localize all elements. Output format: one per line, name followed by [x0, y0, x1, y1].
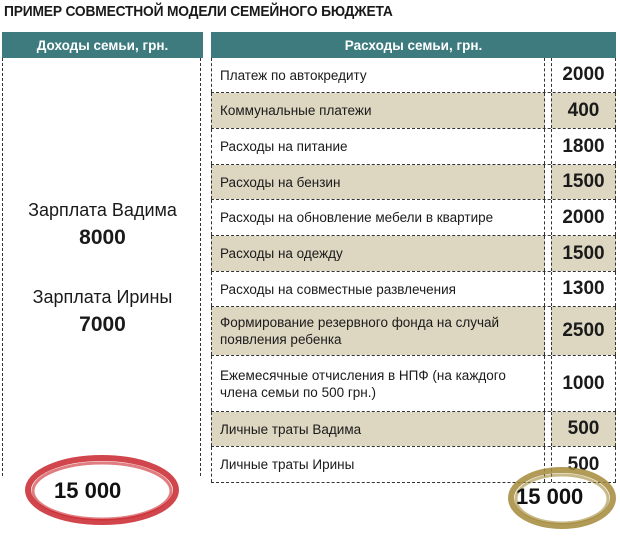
expense-row: [211, 129, 616, 165]
expense-row: [211, 272, 616, 307]
income-value: 8000: [79, 226, 126, 249]
expense-value: 1800: [551, 129, 616, 164]
expense-label: Личные траты Ирины: [211, 447, 545, 482]
expense-row: [211, 412, 616, 447]
expense-value: 1000: [551, 356, 616, 411]
expense-header: Расходы семьи, грн.: [211, 32, 616, 58]
expense-row: [211, 200, 616, 236]
income-header: Доходы семьи, грн.: [2, 32, 203, 58]
expense-row: [211, 307, 616, 356]
expense-row: [211, 236, 616, 272]
expense-value: 2500: [551, 307, 616, 355]
expense-value: 1300: [551, 272, 616, 306]
expense-value: 500: [551, 447, 616, 482]
income-name: Зарплата Вадима: [28, 200, 177, 220]
expense-value: 1500: [551, 165, 616, 199]
expense-row: [211, 58, 616, 93]
expense-value: 2000: [551, 200, 616, 235]
income-total: 15 000: [54, 478, 122, 503]
expense-label: Платеж по автокредиту: [211, 58, 545, 92]
expense-row: [211, 356, 616, 412]
expense-value: 400: [551, 93, 616, 128]
expense-label: Ежемесячные отчисления в НПФ (на каждого члена семьи по 500 грн.): [211, 356, 545, 411]
income-name: Зарплата Ирины: [32, 287, 173, 307]
expense-table: [211, 58, 616, 483]
expense-label: Расходы на одежду: [211, 236, 545, 271]
expense-total: 15 000: [516, 484, 584, 509]
expense-label: Коммунальные платежи: [211, 93, 545, 128]
expense-label: Расходы на обновление мебели в квартире: [211, 200, 545, 235]
expense-label: Личные траты Вадима: [211, 412, 545, 446]
expense-value: 2000: [551, 58, 616, 92]
expense-value: 1500: [551, 236, 616, 271]
expense-row: [211, 93, 616, 129]
expense-value: 500: [551, 412, 616, 446]
expense-row: [211, 165, 616, 200]
expense-label: Расходы на бензин: [211, 165, 545, 199]
expense-label: Расходы на питание: [211, 129, 545, 164]
income-panel: [2, 58, 201, 476]
income-value: 7000: [79, 313, 126, 336]
expense-label: Формирование резервного фонда на случай появления ребенка: [211, 307, 545, 355]
expense-label: Расходы на совместные развлечения: [211, 272, 545, 306]
page-title: ПРИМЕР СОВМЕСТНОЙ МОДЕЛИ СЕМЕЙНОГО БЮДЖЕТА: [4, 3, 393, 20]
